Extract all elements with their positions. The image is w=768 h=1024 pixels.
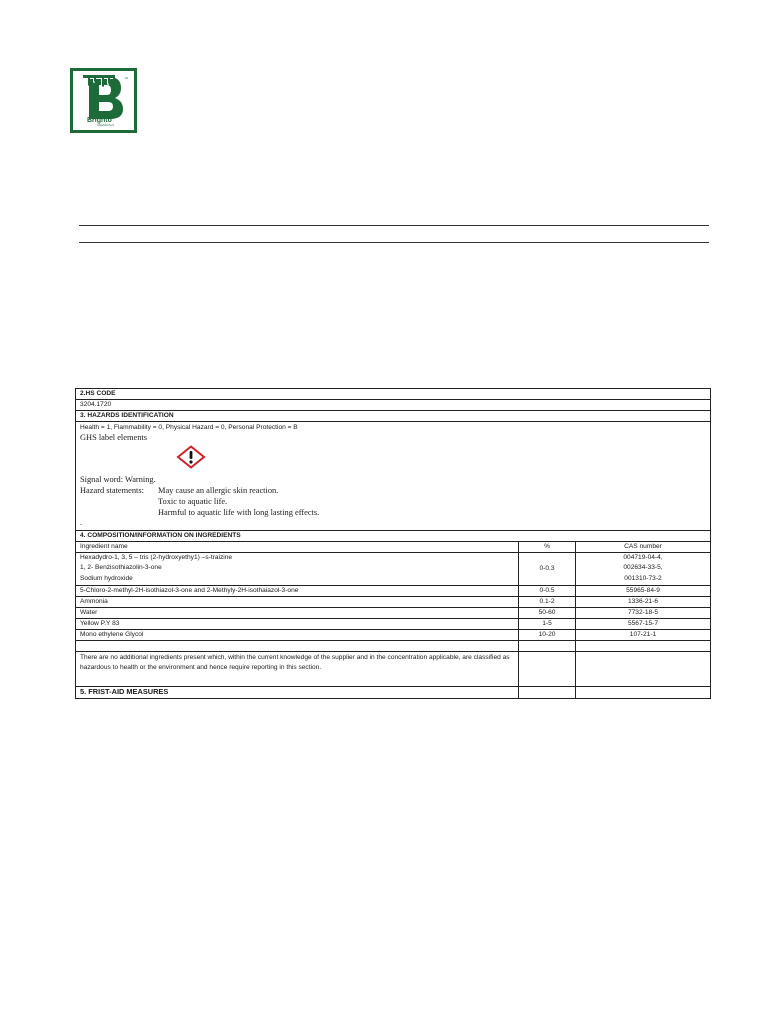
hazard-trailing-mark: .	[80, 518, 83, 528]
ingredient-percent: 1-5	[519, 619, 576, 630]
ingredient-cas-group	[576, 552, 711, 586]
empty-cell	[576, 641, 711, 652]
table-row	[76, 619, 711, 630]
ingredient-percent: 10-20	[519, 630, 576, 641]
ingredient-name: Hexadydro-1, 3, 5 – tris (2-hydroxyethy1) –s-traizine	[80, 553, 233, 561]
ingredients-column-headers	[76, 541, 711, 552]
signal-word: Signal word: Warning.	[80, 475, 156, 485]
ghs-pictogram	[176, 445, 706, 469]
hs-code-value: 3204.1720	[76, 400, 711, 411]
empty-cell	[576, 652, 711, 687]
ingredients-note-row	[76, 652, 711, 687]
section-5-title: 5. FRIST-AID MEASURES	[76, 687, 519, 699]
empty-cell	[519, 641, 576, 652]
logo-subtext: CHEMICALS	[97, 123, 115, 127]
section-2-header-row	[76, 389, 711, 400]
cas-number: 1336-21-6	[576, 597, 711, 608]
section-3-title: 3. HAZARDS IDENTIFICATION	[76, 411, 711, 422]
col-header-percent: %	[519, 541, 576, 552]
logo-text: Brighto	[87, 117, 112, 124]
cas-number: 001310-73-2	[624, 575, 662, 583]
ingredient-percent: 0-0.5	[519, 586, 576, 597]
cas-number: 002634-33-5,	[623, 564, 663, 572]
cas-number: 004719-04-4,	[623, 553, 663, 561]
section-3-header-row	[76, 411, 711, 422]
hazard-statement: Toxic to aquatic life.	[158, 497, 228, 507]
hazard-statement: May cause an allergic skin reaction.	[158, 486, 279, 496]
section-2-title: 2.HS CODE	[76, 389, 711, 400]
empty-cell	[519, 687, 576, 699]
hazards-content-row	[76, 422, 711, 531]
table-row	[76, 597, 711, 608]
table-row	[76, 586, 711, 597]
ghs-label-elements: GHS label elements	[80, 432, 147, 442]
ingredient-name: 1, 2- Benzisothiazolin-3-one	[80, 564, 162, 572]
empty-cell	[576, 687, 711, 699]
cas-number: 55965-84-9	[576, 586, 711, 597]
cas-number: 7732-18-5	[576, 608, 711, 619]
ingredient-name-group	[76, 552, 519, 586]
ingredient-percent: 50-60	[519, 608, 576, 619]
ingredient-name: Water	[76, 608, 519, 619]
ingredient-percent: 0-0.3	[519, 552, 576, 586]
ingredient-name: Sodium hydroxide	[80, 575, 133, 583]
section-4-header-row	[76, 530, 711, 541]
hazard-statement-line-1	[80, 486, 706, 497]
header-divider-top	[79, 225, 709, 226]
ingredient-name: Yellow P.Y 83	[76, 619, 519, 630]
ingredient-percent: 0.1-2	[519, 597, 576, 608]
hs-code-row	[76, 400, 711, 411]
empty-cell	[76, 641, 519, 652]
section-4-title: 4. COMPOSITION/INFORMATION ON INGREDIENTS	[76, 530, 711, 541]
table-row	[76, 552, 711, 586]
header-divider-bottom	[79, 242, 709, 243]
sds-table	[75, 388, 711, 699]
ingredients-note: There are no additional ingredients present which, within the current knowledge of the supplier and in the concentration applicable, are classified as hazardous to health or the environment and hence require reporting in this section.	[76, 652, 519, 687]
ingredient-name: Ammonia	[76, 597, 519, 608]
ingredient-name: Mono ethylene Glycol	[76, 630, 519, 641]
company-logo	[70, 68, 137, 133]
svg-text:™: ™	[124, 76, 128, 81]
ingredient-name: 5-Chloro-2-methyl-2H-isothiazol-3-one and 2-Methyly-2H-isothaiazol-3-one	[76, 586, 519, 597]
col-header-cas: CAS number	[576, 541, 711, 552]
hazard-ratings: Health = 1, Flammability = 0, Physical Hazard = 0, Personal Protection = B	[80, 424, 298, 431]
empty-cell	[519, 652, 576, 687]
exclamation-mark-diamond-icon	[176, 445, 206, 469]
cas-number: 5567-15-7	[576, 619, 711, 630]
section-5-header-row	[76, 687, 711, 699]
table-row-empty	[76, 641, 711, 652]
cas-number: 107-21-1	[576, 630, 711, 641]
hazard-statements-label: Hazard statements:	[80, 486, 144, 496]
hazards-content	[76, 422, 711, 531]
col-header-ingredient: Ingredient name	[76, 541, 519, 552]
hazard-statement: Harmful to aquatic life with long lasting effects.	[158, 508, 320, 518]
table-row	[76, 630, 711, 641]
table-row	[76, 608, 711, 619]
